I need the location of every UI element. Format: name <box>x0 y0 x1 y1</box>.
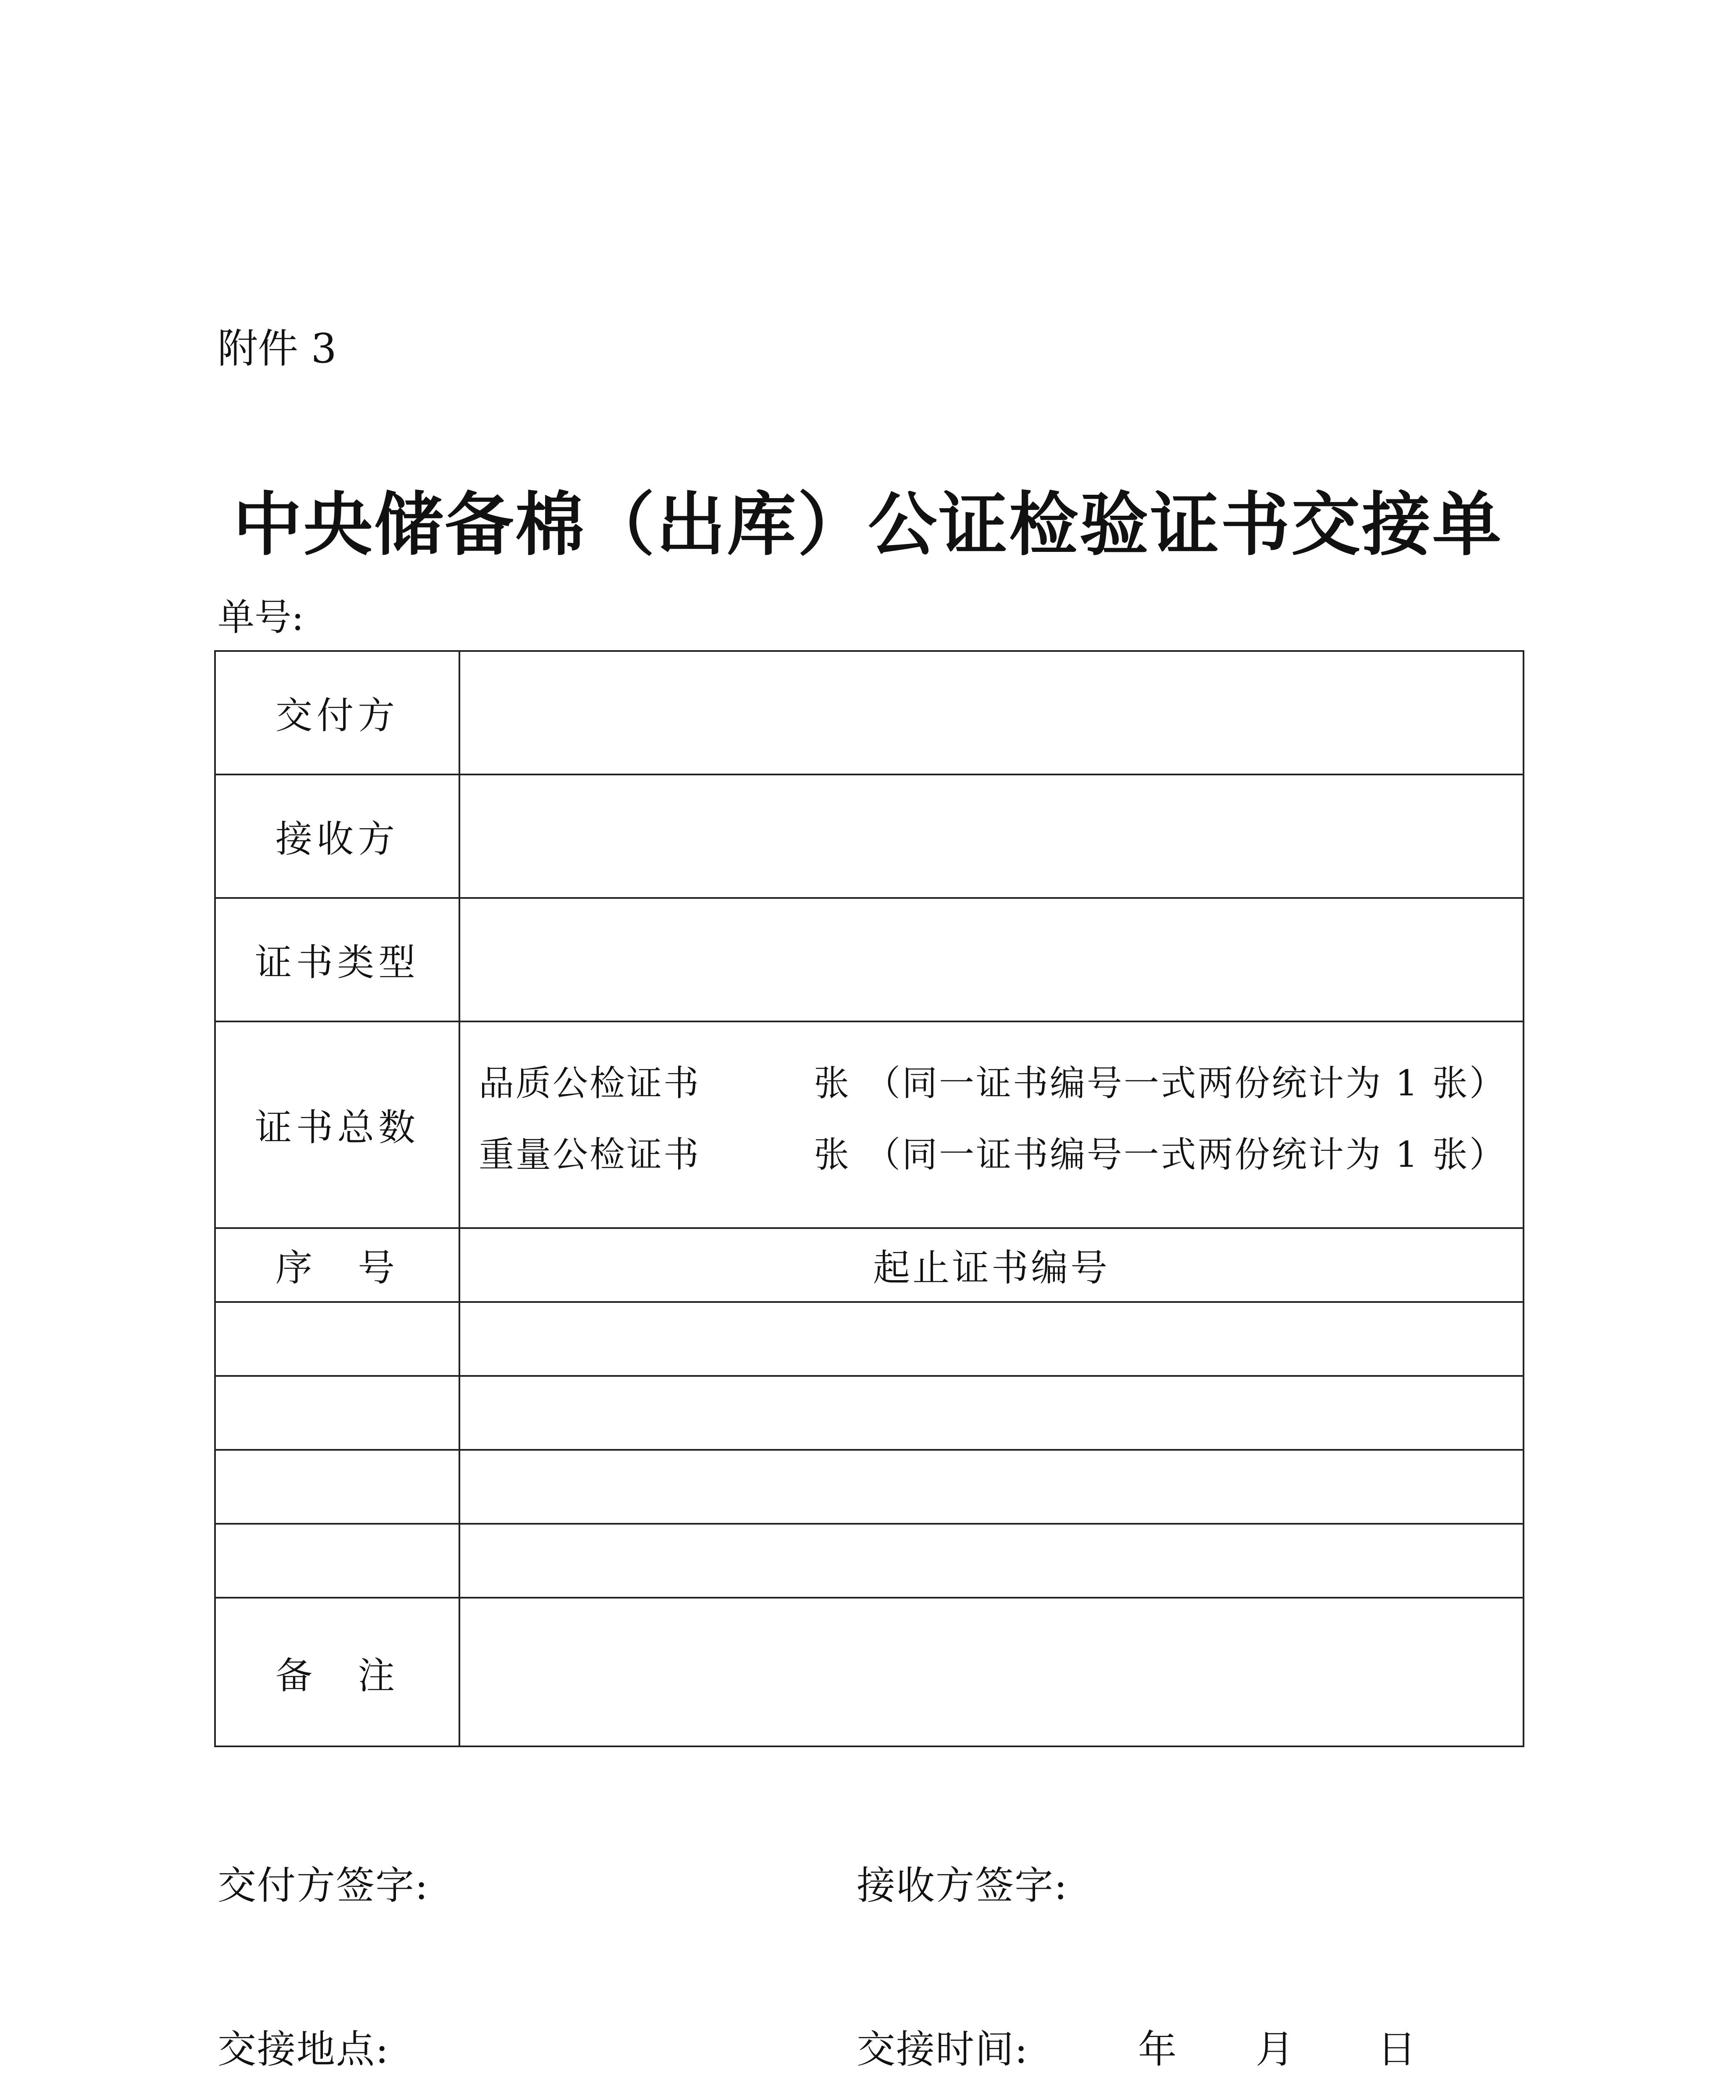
giver-label: 交付方 <box>275 694 399 737</box>
quality-certificate-line <box>479 1047 1506 1119</box>
giver-signature-label: 交付方签字: <box>218 1863 429 1908</box>
certificate-type-label: 证书类型 <box>254 941 420 984</box>
list-row-range[interactable] <box>460 1525 1523 1597</box>
list-row-index[interactable] <box>216 1525 459 1597</box>
handover-place-label: 交接地点: <box>218 2027 389 2072</box>
month-label: 月 <box>1256 2027 1295 2072</box>
list-row-index[interactable] <box>216 1303 459 1375</box>
handover-table <box>214 650 1524 1747</box>
receiver-label: 接收方 <box>275 817 399 861</box>
list-row-index[interactable] <box>216 1451 459 1523</box>
receiver-field[interactable] <box>460 775 1523 897</box>
receiver-signature-label: 接收方签字: <box>857 1863 1068 1908</box>
attachment-label: 附件 3 <box>218 325 337 372</box>
quality-certificate-note: （同一证书编号一式两份统计为 1 张） <box>865 1063 1506 1104</box>
quality-certificate-unit: 张 <box>814 1063 851 1104</box>
list-row-index[interactable] <box>216 1377 459 1449</box>
giver-field[interactable] <box>460 652 1523 774</box>
list-row-range[interactable] <box>460 1303 1523 1375</box>
form-number-label: 单号: <box>218 596 304 639</box>
range-column-header: 起止证书编号 <box>873 1246 1110 1289</box>
remarks-label: 备 注 <box>275 1654 399 1697</box>
list-row-range[interactable] <box>460 1377 1523 1449</box>
document-title: 中央储备棉（出库）公证检验证书交接单 <box>233 485 1503 565</box>
remarks-field[interactable] <box>460 1599 1523 1747</box>
certificate-total-label: 证书总数 <box>254 1106 420 1149</box>
list-row-range[interactable] <box>460 1451 1523 1523</box>
certificate-type-field[interactable] <box>460 899 1523 1021</box>
certificate-total-cell <box>460 1022 1523 1227</box>
day-label: 日 <box>1377 2027 1416 2072</box>
weight-certificate-line <box>479 1119 1506 1190</box>
index-column-header: 序 号 <box>275 1246 399 1289</box>
year-label: 年 <box>1138 2027 1177 2072</box>
weight-certificate-unit: 张 <box>814 1134 851 1175</box>
weight-certificate-note: （同一证书编号一式两份统计为 1 张） <box>865 1134 1506 1175</box>
handover-time-label: 交接时间: <box>857 2027 1028 2072</box>
quality-certificate-type: 品质公检证书 <box>479 1063 701 1104</box>
weight-certificate-type: 重量公检证书 <box>479 1134 701 1175</box>
